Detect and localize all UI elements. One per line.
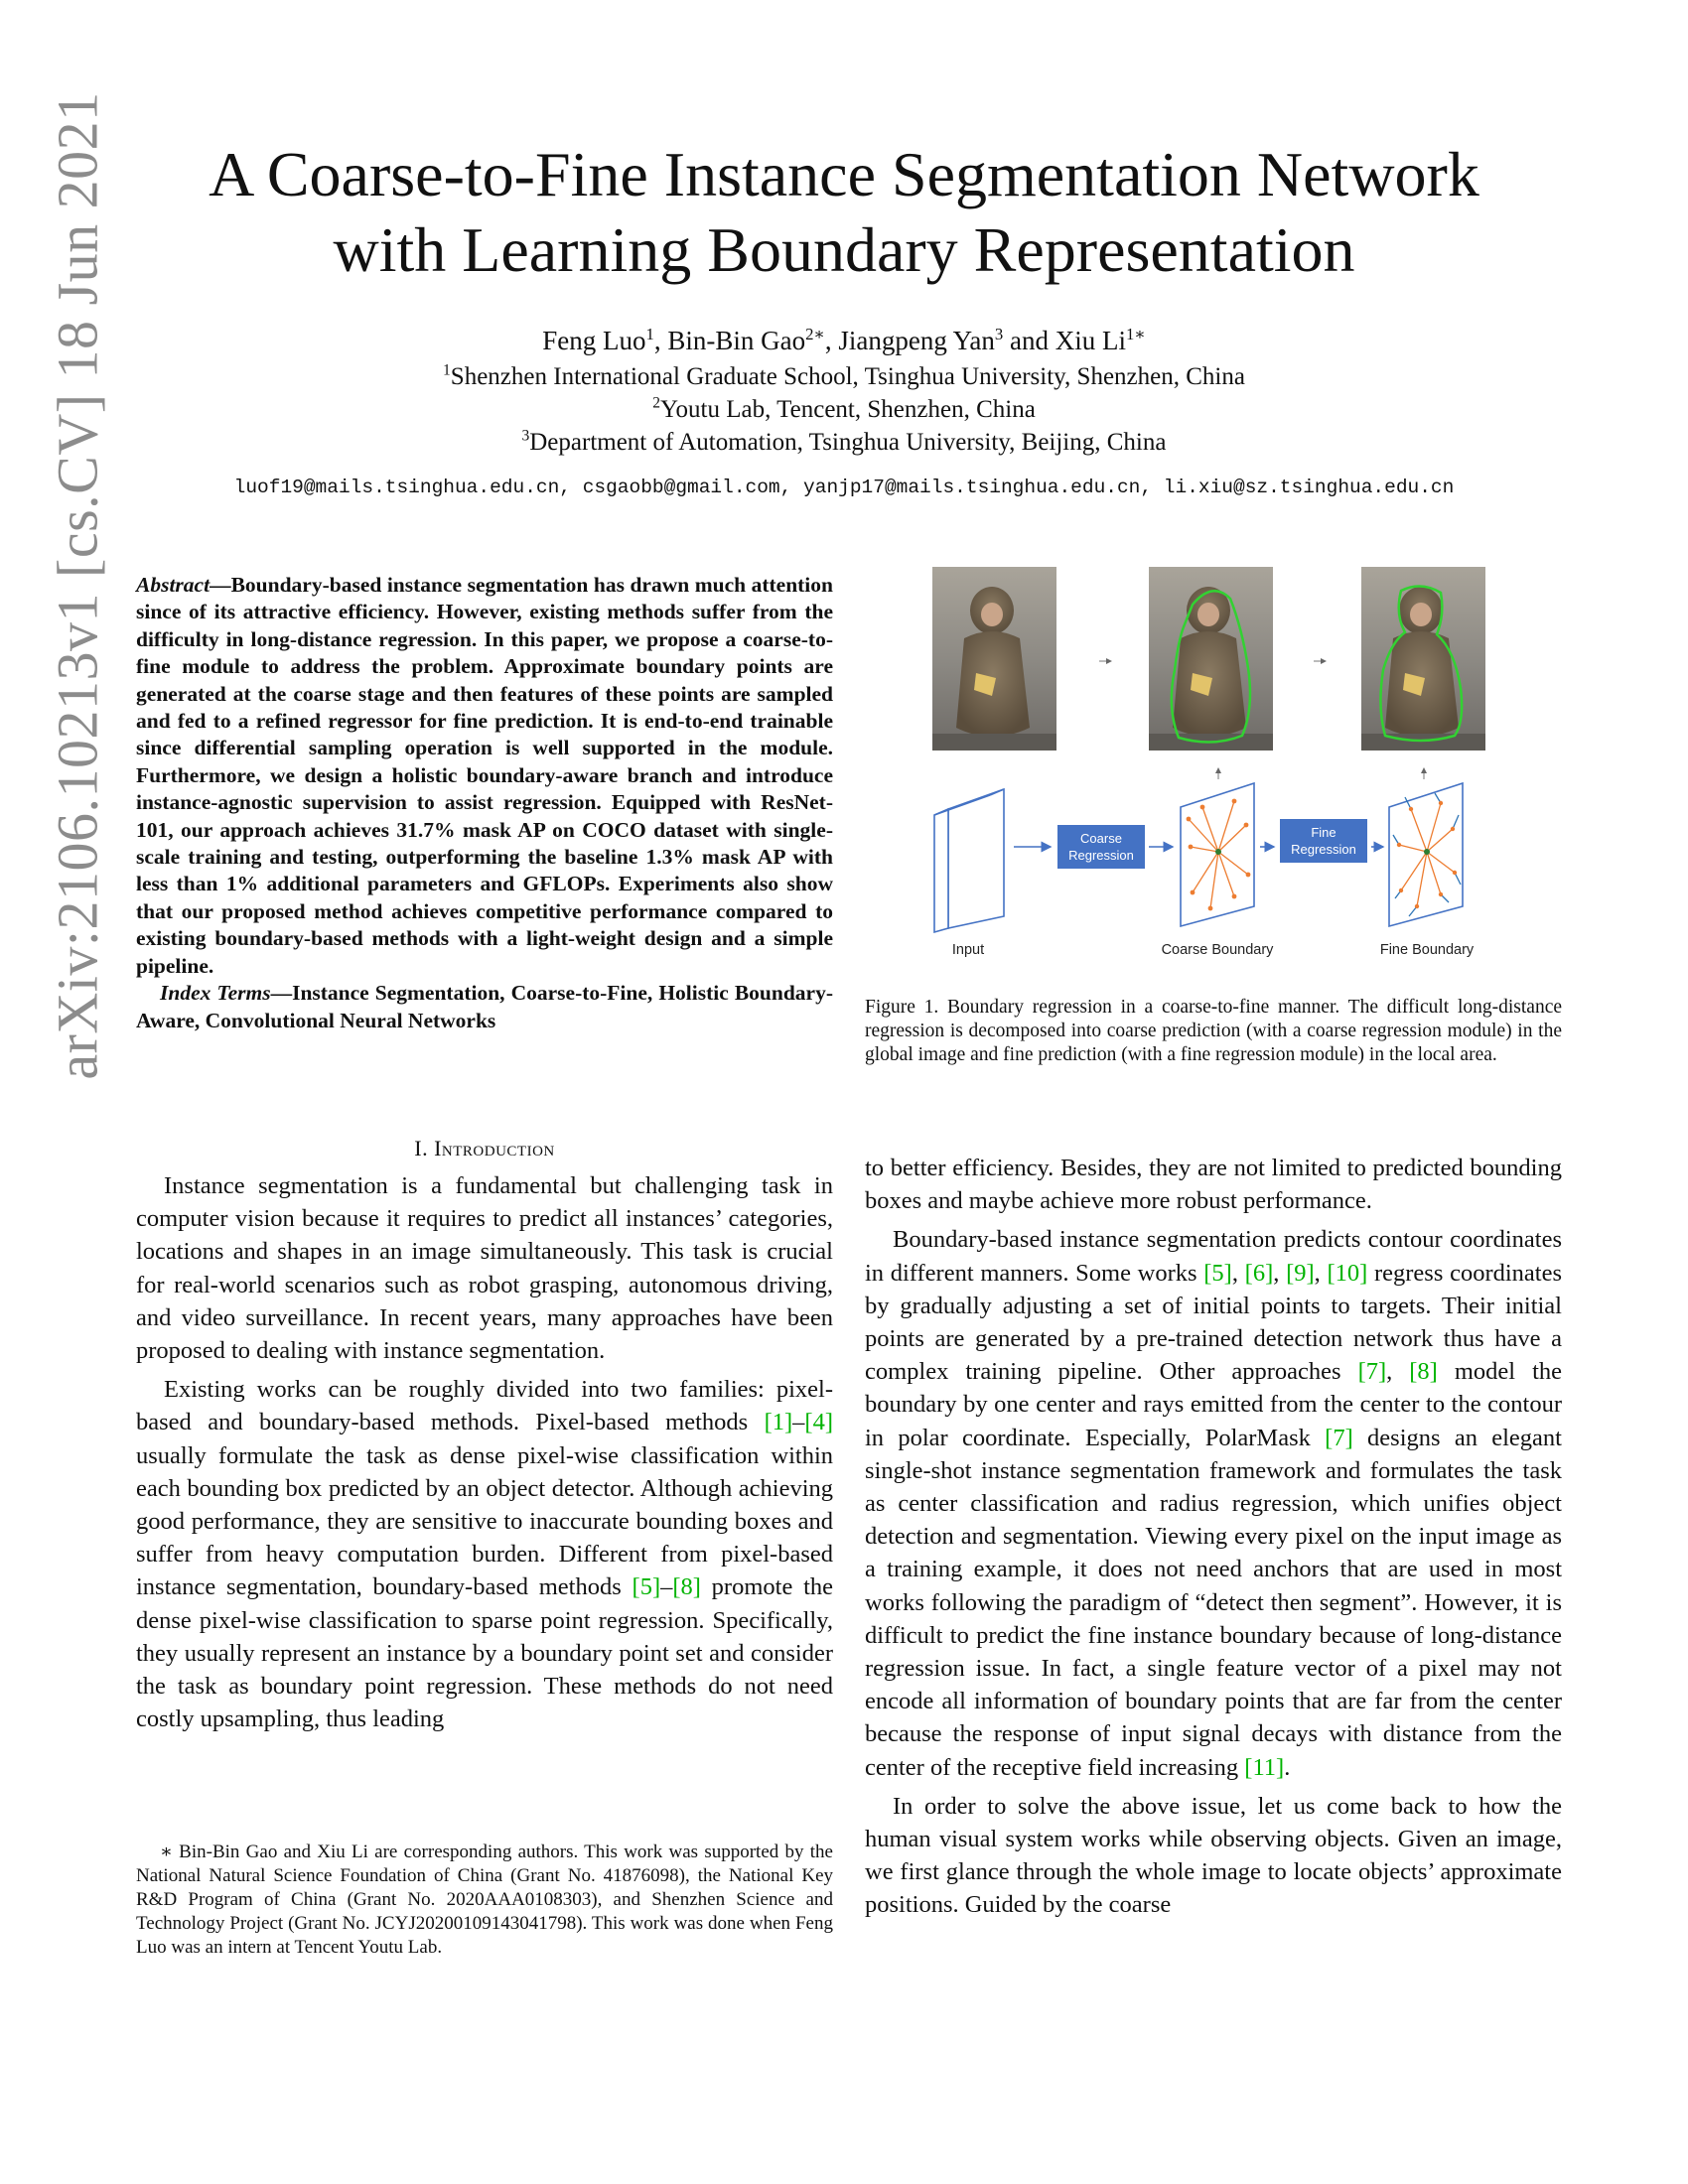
affiliation-3-text: Department of Automation, Tsinghua University, Beijing, China <box>529 429 1167 456</box>
author-2-sup: 2∗ <box>805 325 825 343</box>
right-paragraph-1 <box>865 1223 1562 1783</box>
section-number: I. <box>414 1136 429 1160</box>
coarse-boundary-plane <box>1181 783 1254 926</box>
label-coarse-boundary: Coarse Boundary <box>1161 942 1274 958</box>
text-span: Existing works can be roughly divided into two families: pixel-based and boundary-based methods. Pixel-based methods <box>136 1376 833 1436</box>
citation-link[interactable]: [7] <box>1325 1424 1353 1451</box>
paper-title <box>0 137 1688 288</box>
figure-1 <box>865 559 1562 966</box>
affiliation-3-sup: 3 <box>521 427 530 445</box>
author-2: , Bin-Bin Gao <box>653 326 806 355</box>
text-span: Boundary-based instance segmentation predicts contour coordinates in different manners. Some works <box>865 1226 1562 1287</box>
author-1-sup: 1 <box>645 325 654 343</box>
citation-link[interactable]: [6] <box>1244 1259 1274 1287</box>
text-span: model the boundary by one center and rays emitted from the center to the contour in polar coordinate. Especially, PolarMask <box>865 1358 1563 1451</box>
monkey-photo-coarse <box>1149 567 1273 751</box>
footnote <box>136 1841 833 1960</box>
author-4: and Xiu Li <box>1003 326 1126 355</box>
coarse-box-label-2: Regression <box>1068 848 1134 863</box>
fine-box-label-1: Fine <box>1311 825 1336 840</box>
intro-paragraph-1: Instance segmentation is a fundamental but challenging task in computer vision because it requires to predict all instances’ categories, locations and shapes in an image simultaneously. This task is crucial for real-world scenarios such as robot grasping, autonomous driving, and video surveillance. In recent years, many approaches have been proposed to dealing with instance segmentation. <box>136 1172 833 1365</box>
text-span: , <box>1386 1358 1410 1386</box>
author-4-sup: 1∗ <box>1126 325 1146 343</box>
text-span: designs an elegant single-shot instance segmentation framework and formulates the task as center classification and radius regression, which unifies object detection and segmentation. Viewing every pixel on the input image as a training example, it does not need anchors that are used in most works following the paradigm of “detect then segment”. However, it is difficult to predict the fine instance boundary because of long-distance regression issue. In fact, a single feature vector of a pixel may not encode all information of boundary points that are far from the center because the response of input signal decays with distance from the center of the receptive field increasing <box>865 1424 1562 1781</box>
affiliation-1-sup: 1 <box>443 361 451 379</box>
intro-paragraph-2 <box>136 1373 833 1735</box>
fine-box-label-2: Regression <box>1291 842 1356 857</box>
section-title: Introduction <box>434 1136 555 1160</box>
figure-diagram <box>865 559 1562 966</box>
footnote-text: ∗ Bin-Bin Gao and Xiu Li are corresponding authors. This work was supported by the National Natural Science Foundation of China (Grant No. 41876098), the National Key R&D Program of China (Grant No. 2020AAA0108303), and Shenzhen Science and Technology Project (Grant No. JCYJ20200109143041798). This work was done when Feng Luo was an intern at Tencent Youtu Lab. <box>136 1842 833 1958</box>
author-3-sup: 3 <box>994 325 1004 343</box>
citation-link[interactable]: [4] <box>804 1409 833 1436</box>
citation-link[interactable]: [7] <box>1357 1358 1387 1386</box>
title-line-2: with Learning Boundary Representation <box>333 214 1355 285</box>
text-span: – <box>792 1409 805 1436</box>
affiliation-1 <box>0 363 1688 391</box>
author-emails: luof19@mails.tsinghua.edu.cn, csgaobb@gmail.com, yanjp17@mails.tsinghua.edu.cn, li.xiu@sz.tsinghua.edu.cn <box>233 477 1455 498</box>
text-span: usually formulate the task as dense pixel-wise classification within each bounding box predicted by an object detector. Although achieving good performance, they are sensitive to inaccurate bounding boxes and suffer from heavy computation burden. Different from pixel-based instance segmentation, boundary-based methods <box>136 1441 833 1601</box>
text-span: , <box>1314 1259 1328 1287</box>
text-span: , <box>1231 1259 1245 1287</box>
text-span: – <box>660 1573 673 1601</box>
affiliation-2-sup: 2 <box>652 394 660 412</box>
abstract <box>136 572 833 1034</box>
abstract-paragraph <box>136 572 833 980</box>
abstract-label: Abstract <box>136 573 211 597</box>
author-list <box>0 326 1688 356</box>
coarse-regression-box <box>1057 825 1145 869</box>
coarse-box-label-1: Coarse <box>1080 831 1122 846</box>
text-span: regress coordinates by gradually adjusting a set of initial points to targets. Their initial points are generated by a pre-trained detection network thus have a complex training pipeline. Other approaches <box>865 1259 1563 1386</box>
affiliation-2-text: Youtu Lab, Tencent, Shenzhen, China <box>659 396 1036 423</box>
citation-link[interactable]: [5] <box>632 1573 661 1601</box>
intro-left-column <box>136 1169 833 1735</box>
affiliation-1-text: Shenzhen International Graduate School, Tsinghua University, Shenzhen, China <box>450 363 1245 390</box>
fine-regression-box <box>1280 819 1367 863</box>
affiliation-2 <box>0 396 1688 424</box>
right-paragraph-2: In order to solve the above issue, let us come back to how the human visual system works while observing objects. Given an image, we first glance through the whole image to locate objects’ approximate positions. Guided by the coarse <box>865 1792 1562 1919</box>
fine-boundary-plane <box>1389 783 1463 926</box>
index-terms-text: —Instance Segmentation, Coarse-to-Fine, Holistic Boundary-Aware, Convolutional Neural Networks <box>136 981 833 1032</box>
citation-link[interactable]: [10] <box>1327 1259 1368 1287</box>
section-heading <box>136 1136 833 1161</box>
affiliation-3 <box>0 429 1688 457</box>
intro-right-column <box>865 1152 1562 1922</box>
figure-caption: Figure 1. Boundary regression in a coarse-to-fine manner. The difficult long-distance regression is decomposed into coarse prediction (with a coarse regression module) in the global image and fine prediction (with a fine regression module) in the local area. <box>865 997 1562 1065</box>
citation-link[interactable]: [11] <box>1244 1753 1285 1781</box>
label-input: Input <box>951 942 985 958</box>
index-terms <box>136 980 833 1034</box>
text-span: promote the dense pixel-wise classification to sparse point regression. Specifically, they usually represent an instance by a boundary point set and consider the task as boundary point regression. These methods do not need costly upsampling, thus leading <box>136 1573 834 1733</box>
text-span: , <box>1273 1259 1287 1287</box>
author-1: Feng Luo <box>542 326 646 355</box>
author-3: , Jiangpeng Yan <box>824 326 995 355</box>
right-paragraph-continuation: to better efficiency. Besides, they are not limited to predicted bounding boxes and maybe achieve more robust performance. <box>865 1155 1562 1215</box>
monkey-photo-fine <box>1361 567 1485 751</box>
citation-link[interactable]: [9] <box>1286 1259 1315 1287</box>
monkey-photo-input <box>932 567 1056 751</box>
citation-link[interactable]: [1] <box>764 1409 793 1436</box>
index-terms-label: Index Terms <box>160 981 271 1006</box>
title-line-1: A Coarse-to-Fine Instance Segmentation Network <box>209 139 1479 209</box>
citation-link[interactable]: [8] <box>672 1573 701 1601</box>
text-span: . <box>1284 1753 1291 1781</box>
input-feature-plane <box>934 789 1004 932</box>
abstract-text: —Boundary-based instance segmentation has drawn much attention since of its attractive efficiency. However, existing methods suffer from the difficulty in long-distance regression. In this paper, we propose a coarse-to-fine module to address the problem. Approximate boundary points are generated at the coarse stage and then features of these points are sampled and fed to a refined regressor for fine prediction. It is end-to-end trainable since differential sampling operation is well supported in the module. Furthermore, we design a holistic boundary-aware branch and introduce instance-agnostic supervision to assist regression. Equipped with ResNet-101, our approach achieves 31.7% mask AP on COCO dataset with single-scale training and testing, outperforming the baseline 1.3% mask AP with less than 1% additional parameters and GFLOPs. Experiments also show that our proposed method achieves competitive performance compared to existing boundary-based methods with a light-weight design and a simple pipeline. <box>136 573 833 978</box>
label-fine-boundary: Fine Boundary <box>1379 942 1475 958</box>
citation-link[interactable]: [5] <box>1203 1259 1232 1287</box>
arxiv-identifier: arXiv:2106.10213v1 [cs.CV] 18 Jun 2021 <box>45 91 110 1080</box>
citation-link[interactable]: [8] <box>1409 1358 1438 1386</box>
